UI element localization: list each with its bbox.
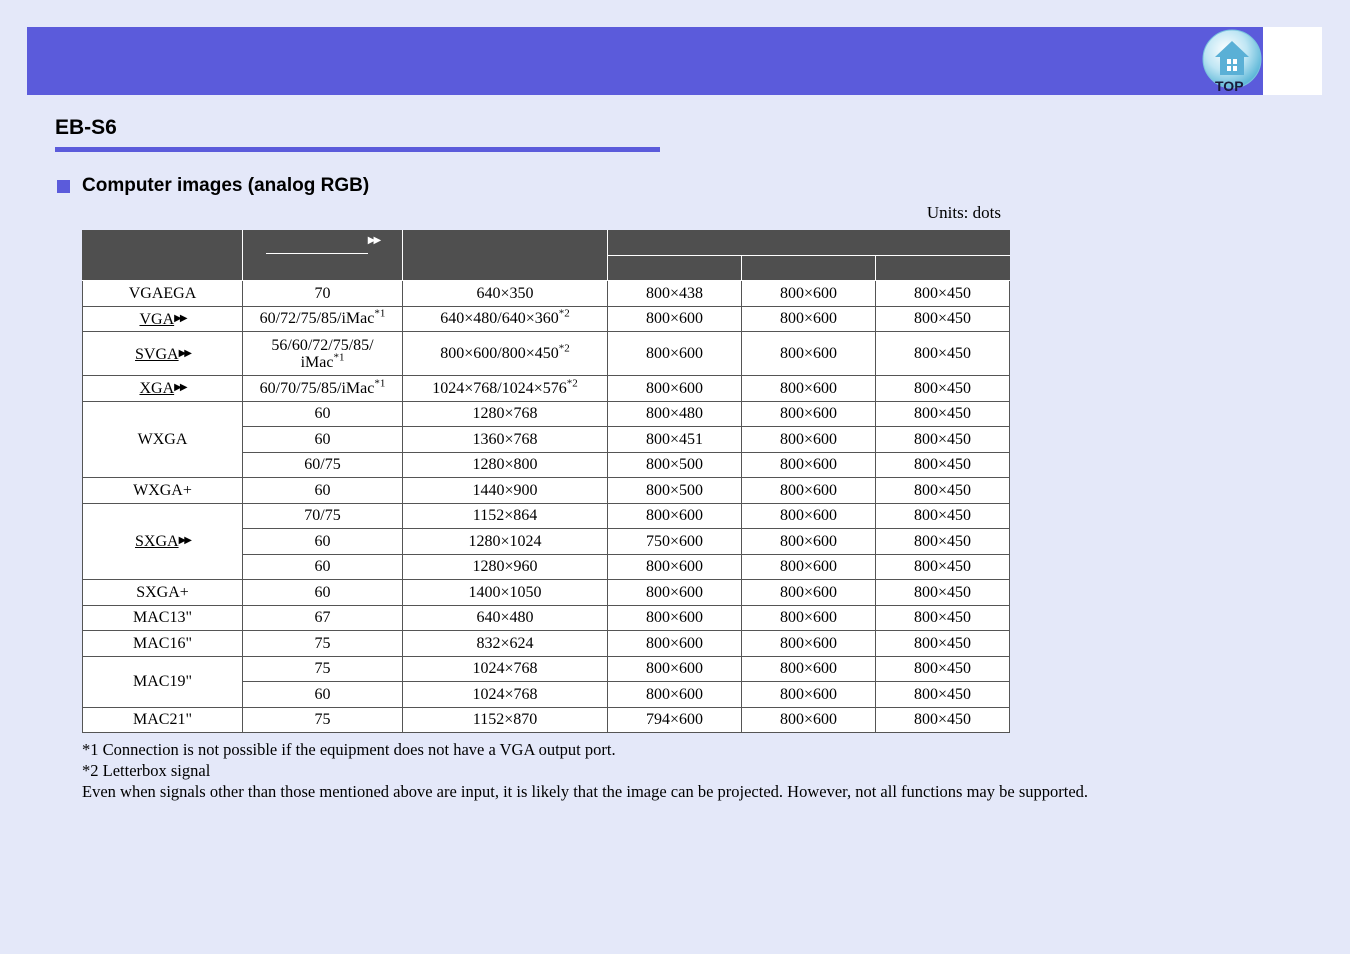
value-cell: 800×450 xyxy=(876,401,1010,427)
value-cell: 800×600 xyxy=(742,503,876,529)
signal-link-vga[interactable]: VGA xyxy=(139,310,175,328)
refresh-cell: 75 xyxy=(243,656,403,682)
value-cell: 800×450 xyxy=(876,306,1010,332)
footnote-marker: *2 xyxy=(558,342,570,355)
footnotes xyxy=(82,739,1088,802)
value-cell: 800×600 xyxy=(742,580,876,606)
title-underline xyxy=(55,147,660,152)
footnote-note: Even when signals other than those mentioned above are input, it is likely that the image can be projected. However, not all functions may be supported. xyxy=(82,782,1089,801)
refresh-text: 60/72/75/85/iMac xyxy=(259,310,375,328)
link-arrow-icon: ▶▶ xyxy=(174,312,186,324)
header-cell-refresh[interactable] xyxy=(243,231,403,281)
value-cell: 800×600 xyxy=(742,605,876,631)
table-row xyxy=(83,376,1010,402)
header-cell-display-3 xyxy=(876,256,1010,281)
table-row xyxy=(83,306,1010,332)
table-row xyxy=(83,401,1010,427)
refresh-text: 60/70/75/85/iMac xyxy=(259,379,375,397)
resolution-text: 640×480/640×360 xyxy=(440,310,559,328)
value-cell: 800×450 xyxy=(876,332,1010,376)
refresh-cell xyxy=(243,332,403,376)
resolution-cell: 640×480 xyxy=(403,605,608,631)
table-row xyxy=(83,281,1010,307)
signal-link-sxga[interactable]: SXGA xyxy=(135,533,179,551)
footnote-2: *2 Letterbox signal xyxy=(82,761,211,780)
table-row xyxy=(83,707,1010,733)
refresh-text: iMac xyxy=(300,353,334,371)
table-row xyxy=(83,332,1010,376)
resolution-cell: 1280×768 xyxy=(403,401,608,427)
footnote-marker: *1 xyxy=(374,307,386,320)
refresh-cell: 70/75 xyxy=(243,503,403,529)
value-cell: 750×600 xyxy=(608,529,742,555)
value-cell: 800×600 xyxy=(742,306,876,332)
top-button-label: TOP xyxy=(1215,78,1244,94)
signal-link-xga[interactable]: XGA xyxy=(139,380,175,398)
header-cell-display-group xyxy=(608,231,1010,256)
value-cell: 800×600 xyxy=(608,631,742,657)
value-cell: 800×500 xyxy=(608,452,742,478)
link-arrow-icon: ▶▶ xyxy=(178,347,190,359)
resolution-cell: 1152×864 xyxy=(403,503,608,529)
value-cell: 800×600 xyxy=(742,554,876,580)
refresh-cell: 60 xyxy=(243,554,403,580)
resolution-cell: 1280×1024 xyxy=(403,529,608,555)
signal-cell: MAC21" xyxy=(83,707,243,733)
resolution-cell xyxy=(403,376,608,402)
value-cell: 794×600 xyxy=(608,707,742,733)
refresh-cell: 60 xyxy=(243,682,403,708)
value-cell: 800×600 xyxy=(742,707,876,733)
resolution-cell: 1360×768 xyxy=(403,427,608,453)
header-page-tab xyxy=(1263,27,1322,95)
resolution-cell: 1400×1050 xyxy=(403,580,608,606)
header-cell-resolution xyxy=(403,231,608,281)
signal-cell: MAC19" xyxy=(83,656,243,707)
header-link-underline xyxy=(266,253,368,254)
value-cell: 800×450 xyxy=(876,682,1010,708)
value-cell: 800×600 xyxy=(608,656,742,682)
refresh-cell: 70 xyxy=(243,281,403,307)
page-title: EB-S6 xyxy=(55,116,117,139)
refresh-cell: 60/75 xyxy=(243,452,403,478)
value-cell: 800×600 xyxy=(608,554,742,580)
signal-link-svga[interactable]: SVGA xyxy=(135,345,179,363)
resolution-text: 1024×768/1024×576 xyxy=(432,379,567,397)
value-cell: 800×450 xyxy=(876,656,1010,682)
footnote-1: *1 Connection is not possible if the equipment does not have a VGA output port. xyxy=(82,740,616,759)
value-cell: 800×438 xyxy=(608,281,742,307)
refresh-cell: 60 xyxy=(243,478,403,504)
resolution-table xyxy=(82,230,1010,733)
value-cell: 800×600 xyxy=(742,478,876,504)
section-bullet-icon xyxy=(57,180,70,193)
refresh-cell: 60 xyxy=(243,427,403,453)
value-cell: 800×450 xyxy=(876,605,1010,631)
table-row xyxy=(83,656,1010,682)
refresh-cell: 75 xyxy=(243,707,403,733)
resolution-cell: 640×350 xyxy=(403,281,608,307)
resolution-cell: 1440×900 xyxy=(403,478,608,504)
link-arrow-icon: ▶▶ xyxy=(178,535,190,547)
section-heading: Computer images (analog RGB) xyxy=(82,175,370,196)
value-cell: 800×450 xyxy=(876,580,1010,606)
refresh-cell xyxy=(243,306,403,332)
value-cell: 800×480 xyxy=(608,401,742,427)
value-cell: 800×600 xyxy=(742,427,876,453)
footnote-marker: *2 xyxy=(558,307,570,320)
value-cell: 800×600 xyxy=(742,281,876,307)
signal-cell: SXGA+ xyxy=(83,580,243,606)
resolution-cell: 1024×768 xyxy=(403,682,608,708)
table-row xyxy=(83,503,1010,529)
value-cell: 800×600 xyxy=(608,605,742,631)
signal-cell: MAC16" xyxy=(83,631,243,657)
value-cell: 800×600 xyxy=(742,631,876,657)
value-cell: 800×600 xyxy=(742,376,876,402)
footnote-marker: *1 xyxy=(333,351,345,364)
header-cell-display-2 xyxy=(742,256,876,281)
header-cell-display-1 xyxy=(608,256,742,281)
signal-cell: WXGA+ xyxy=(83,478,243,504)
value-cell: 800×450 xyxy=(876,503,1010,529)
link-arrow-icon: ▶▶ xyxy=(174,382,186,394)
value-cell: 800×600 xyxy=(742,452,876,478)
signal-cell[interactable] xyxy=(83,503,243,580)
resolution-cell: 1280×960 xyxy=(403,554,608,580)
header-bar xyxy=(27,27,1263,95)
value-cell: 800×500 xyxy=(608,478,742,504)
refresh-cell: 60 xyxy=(243,401,403,427)
refresh-cell: 60 xyxy=(243,529,403,555)
signal-cell[interactable] xyxy=(83,332,243,376)
value-cell: 800×450 xyxy=(876,376,1010,402)
value-cell: 800×600 xyxy=(742,401,876,427)
table-row xyxy=(83,478,1010,504)
link-arrow-icon: ▶▶ xyxy=(367,235,380,246)
table-row xyxy=(83,631,1010,657)
value-cell: 800×450 xyxy=(876,478,1010,504)
refresh-cell: 75 xyxy=(243,631,403,657)
resolution-cell xyxy=(403,306,608,332)
value-cell: 800×600 xyxy=(608,376,742,402)
value-cell: 800×450 xyxy=(876,452,1010,478)
resolution-cell: 1024×768 xyxy=(403,656,608,682)
value-cell: 800×450 xyxy=(876,529,1010,555)
value-cell: 800×450 xyxy=(876,281,1010,307)
value-cell: 800×450 xyxy=(876,707,1010,733)
value-cell: 800×600 xyxy=(742,656,876,682)
signal-cell: MAC13" xyxy=(83,605,243,631)
units-note: Units: dots xyxy=(926,203,1001,222)
signal-cell[interactable] xyxy=(83,306,243,332)
value-cell: 800×450 xyxy=(876,631,1010,657)
signal-cell: VGAEGA xyxy=(83,281,243,307)
value-cell: 800×600 xyxy=(608,580,742,606)
top-button[interactable] xyxy=(1201,29,1263,93)
value-cell: 800×450 xyxy=(876,427,1010,453)
refresh-cell: 67 xyxy=(243,605,403,631)
header-cell-signal xyxy=(83,231,243,281)
value-cell: 800×600 xyxy=(608,682,742,708)
refresh-text: 56/60/72/75/85/ xyxy=(271,336,374,354)
value-cell: 800×450 xyxy=(876,554,1010,580)
value-cell: 800×600 xyxy=(742,529,876,555)
value-cell: 800×600 xyxy=(608,306,742,332)
resolution-text: 800×600/800×450 xyxy=(440,345,559,362)
table-row xyxy=(83,605,1010,631)
footnote-marker: *2 xyxy=(566,377,578,390)
resolution-cell: 1280×800 xyxy=(403,452,608,478)
signal-cell: WXGA xyxy=(83,401,243,478)
footnote-marker: *1 xyxy=(374,377,386,390)
value-cell: 800×600 xyxy=(742,332,876,376)
resolution-cell: 832×624 xyxy=(403,631,608,657)
value-cell: 800×600 xyxy=(742,682,876,708)
signal-cell[interactable] xyxy=(83,376,243,402)
refresh-cell: 60 xyxy=(243,580,403,606)
value-cell: 800×600 xyxy=(608,332,742,376)
value-cell: 800×451 xyxy=(608,427,742,453)
refresh-cell xyxy=(243,376,403,402)
value-cell: 800×600 xyxy=(608,503,742,529)
table-row xyxy=(83,580,1010,606)
resolution-cell xyxy=(403,332,608,376)
resolution-cell: 1152×870 xyxy=(403,707,608,733)
